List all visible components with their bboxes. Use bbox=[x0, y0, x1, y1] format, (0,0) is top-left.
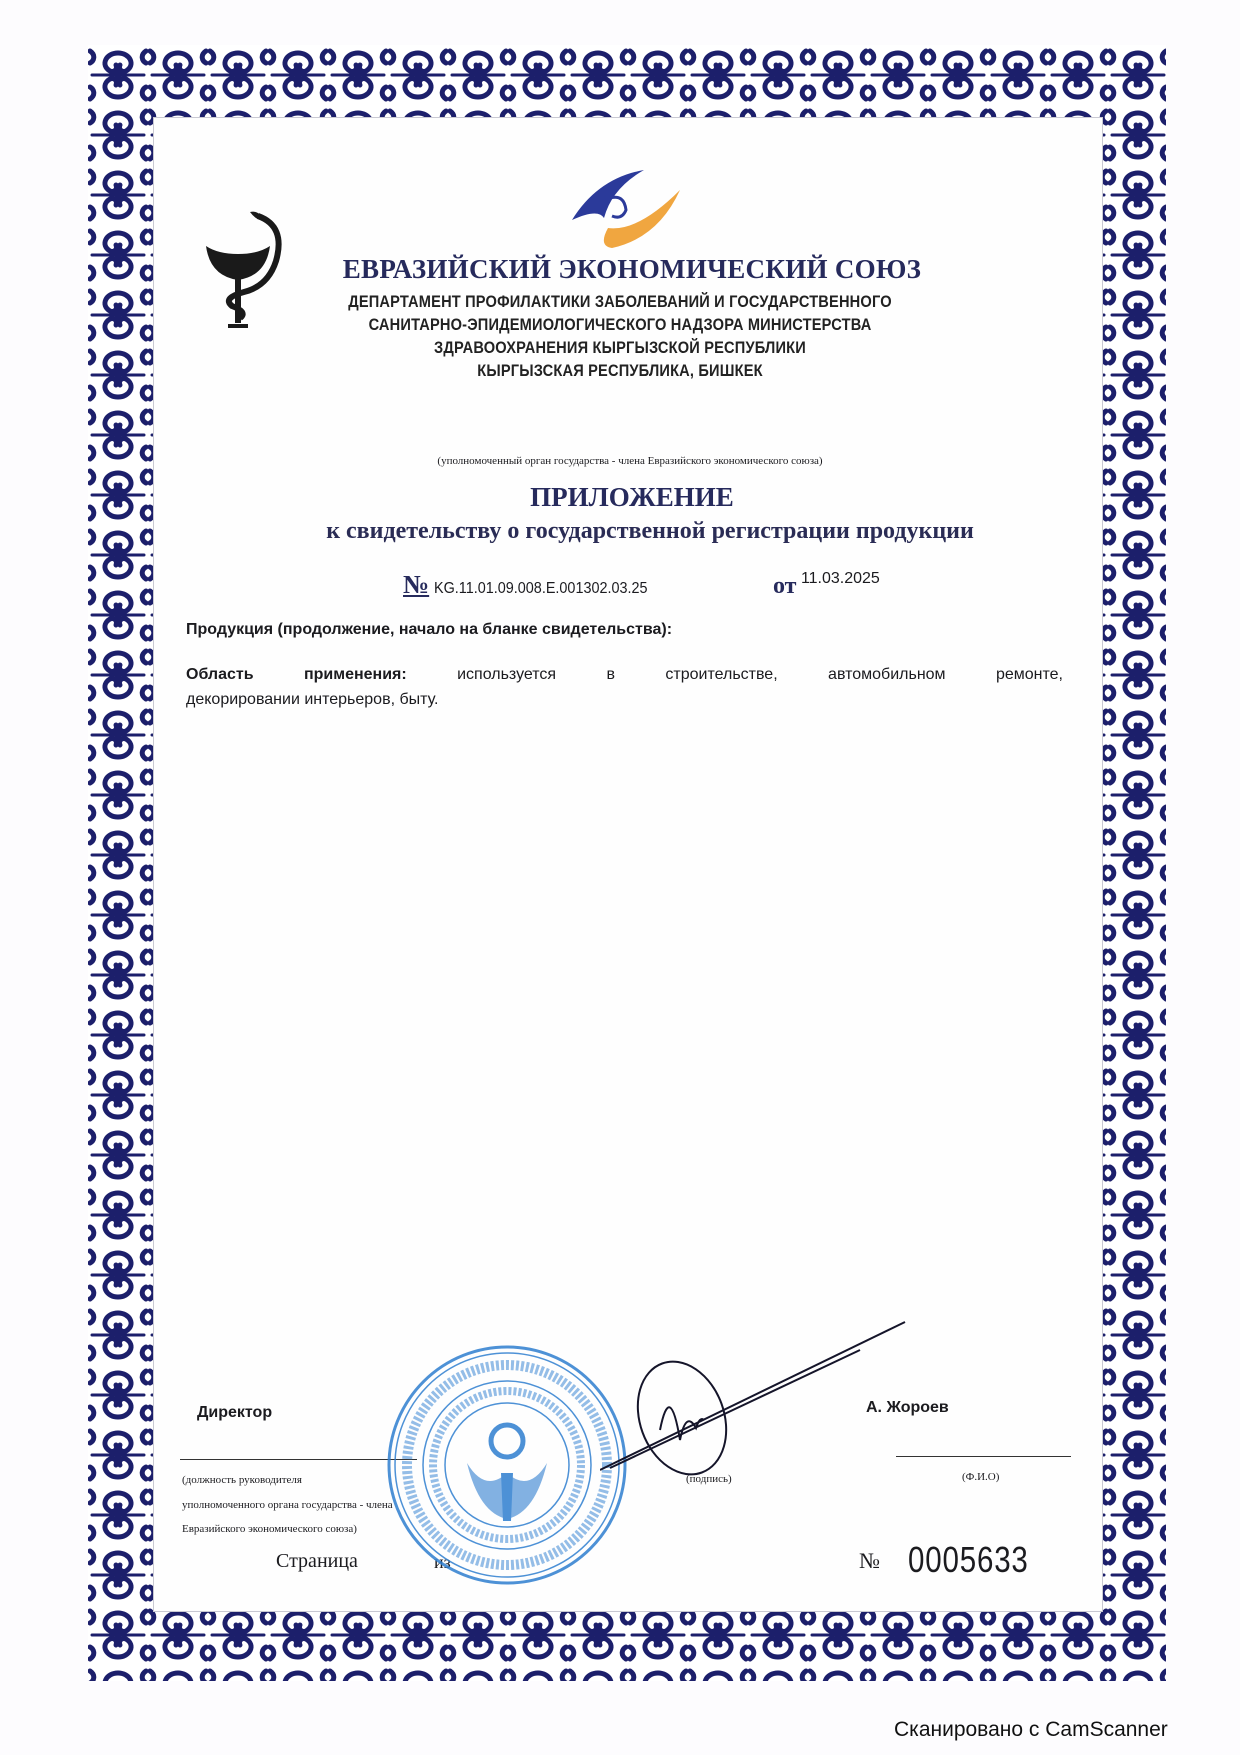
position-caption: Евразийского экономического союза) bbox=[182, 1523, 357, 1535]
serial-number: 0005633 bbox=[908, 1539, 1029, 1580]
signatory-position: Директор bbox=[197, 1404, 273, 1421]
scope-line-2: декорировании интерьеров, быту. bbox=[186, 691, 439, 708]
scope-line-1 bbox=[186, 666, 1063, 684]
position-caption: уполномоченного органа государства - члена bbox=[182, 1499, 393, 1511]
serial-sign: № bbox=[859, 1548, 880, 1573]
page-label: Страница bbox=[276, 1550, 358, 1572]
signature-caption: (подпись) bbox=[686, 1473, 732, 1485]
department-line: ЗДРАВООХРАНЕНИЯ КЫРГЫЗСКОЙ РЕСПУБЛИКИ bbox=[434, 338, 806, 357]
certificate-date: 11.03.2025 bbox=[800, 570, 880, 587]
product-heading: Продукция (продолжение, начало на бланке свидетельства): bbox=[186, 621, 673, 638]
name-caption: (Ф.И.О) bbox=[962, 1471, 1000, 1483]
of-label: из bbox=[434, 1552, 451, 1572]
scope-label: Область применения: bbox=[186, 666, 407, 683]
authority-note: (уполномоченный орган государства - члена Евразийского экономического союза) bbox=[437, 455, 823, 467]
department-line: САНИТАРНО-ЭПИДЕМИОЛОГИЧЕСКОГО НАДЗОРА МИНИСТЕРСТВА bbox=[368, 315, 872, 334]
date-row bbox=[773, 570, 880, 600]
department-line: КЫРГЫЗСКАЯ РЕСПУБЛИКА, БИШКЕК bbox=[477, 361, 763, 380]
certificate-number: KG.11.01.09.008.E.001302.03.25 bbox=[433, 580, 648, 597]
camscanner-watermark: Сканировано с CamScanner bbox=[894, 1718, 1168, 1741]
handwritten-signature bbox=[600, 1320, 910, 1490]
department-line: ДЕПАРТАМЕНТ ПРОФИЛАКТИКИ ЗАБОЛЕВАНИЙ И ГОСУДАРСТВЕННОГО bbox=[348, 292, 892, 311]
document-title: ПРИЛОЖЕНИЕ bbox=[530, 482, 734, 512]
signatory-name: А. Жороев bbox=[866, 1399, 949, 1416]
org-title: ЕВРАЗИЙСКИЙ ЭКОНОМИЧЕСКИЙ СОЮЗ bbox=[342, 254, 922, 284]
date-label: от bbox=[773, 573, 797, 599]
number-sign: № bbox=[403, 570, 430, 599]
official-stamp bbox=[385, 1343, 629, 1587]
scope-text: используется в строительстве, автомобильном ремонте, bbox=[457, 666, 1063, 683]
position-caption: (должность руководителя bbox=[182, 1474, 302, 1486]
certificate-number-row bbox=[403, 570, 671, 600]
eaeu-logo bbox=[568, 168, 684, 250]
document-subtitle: к свидетельству о государственной регистрации продукции bbox=[326, 518, 974, 544]
